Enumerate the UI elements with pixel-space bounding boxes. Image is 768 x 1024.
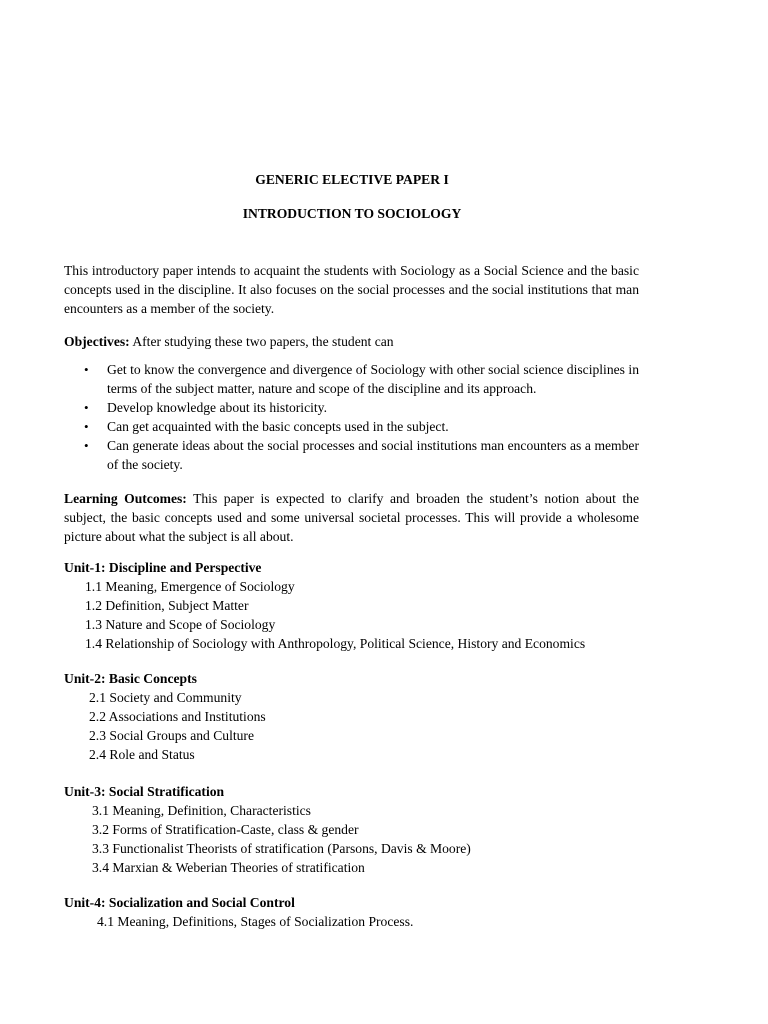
objectives-paragraph <box>64 332 639 351</box>
list-item <box>64 398 639 417</box>
list-item <box>64 436 639 474</box>
learning-outcomes-paragraph <box>64 489 639 546</box>
paper-subtitle: INTRODUCTION TO SOCIOLOGY <box>242 206 462 221</box>
unit-item: 2.3 Social Groups and Culture <box>89 728 254 743</box>
paper-title: GENERIC ELECTIVE PAPER I <box>255 172 449 187</box>
unit-item: 3.4 Marxian & Weberian Theories of stratification <box>92 860 365 875</box>
unit-1-section <box>64 558 704 653</box>
unit-item: 1.3 Nature and Scope of Sociology <box>85 617 276 632</box>
unit-item: 1.4 Relationship of Sociology with Anthropology, Political Science, History and Economics <box>85 636 586 651</box>
unit-heading: Unit-1: Discipline and Perspective <box>64 560 262 575</box>
unit-item: 3.1 Meaning, Definition, Characteristics <box>92 803 311 818</box>
list-item <box>64 417 639 436</box>
learning-outcomes-text: This paper is expected to clarify and broaden the student’s notion about the subject, the basic concepts used and some universal societal processes. This will provide a wholesome picture about what the subject is all about. <box>64 491 639 544</box>
list-item-text: Can get acquainted with the basic concepts used in the subject. <box>107 419 449 434</box>
unit-4-section <box>64 893 704 931</box>
list-item-text: Get to know the convergence and divergence of Sociology with other social science disciplines in terms of the subject matter, nature and scope of the discipline and its approach. <box>107 362 639 396</box>
unit-item: 2.2 Associations and Institutions <box>89 709 266 724</box>
list-item-text: Can generate ideas about the social processes and social institutions man encounters as a member of the society. <box>107 438 639 472</box>
unit-item: 3.3 Functionalist Theorists of stratification (Parsons, Davis & Moore) <box>92 841 471 856</box>
objectives-list <box>64 360 639 474</box>
unit-heading: Unit-3: Social Stratification <box>64 784 225 799</box>
unit-item: 2.1 Society and Community <box>89 690 242 705</box>
unit-item: 4.1 Meaning, Definitions, Stages of Socialization Process. <box>97 914 414 929</box>
objectives-text: After studying these two papers, the student can <box>129 334 394 349</box>
objectives-label: Objectives: <box>64 334 130 349</box>
unit-item: 2.4 Role and Status <box>89 747 195 762</box>
unit-heading: Unit-2: Basic Concepts <box>64 671 197 686</box>
unit-item: 3.2 Forms of Stratification-Caste, class & gender <box>92 822 359 837</box>
learning-outcomes-label: Learning Outcomes: <box>64 491 187 506</box>
bullet-icon: • <box>84 438 89 453</box>
bullet-icon: • <box>84 362 89 377</box>
unit-item: 1.1 Meaning, Emergence of Sociology <box>85 579 295 594</box>
unit-heading: Unit-4: Socialization and Social Control <box>64 895 295 910</box>
bullet-icon: • <box>84 419 89 434</box>
list-item <box>64 360 639 398</box>
unit-item: 1.2 Definition, Subject Matter <box>85 598 249 613</box>
unit-2-section <box>64 669 704 764</box>
intro-paragraph: This introductory paper intends to acquaint the students with Sociology as a Social Science and the basic concepts used in the discipline. It also focuses on the social processes and the social institutions that man encounters as a member of the society. <box>64 263 639 316</box>
list-item-text: Develop knowledge about its historicity. <box>107 400 327 415</box>
bullet-icon: • <box>84 400 89 415</box>
unit-3-section <box>64 782 704 877</box>
